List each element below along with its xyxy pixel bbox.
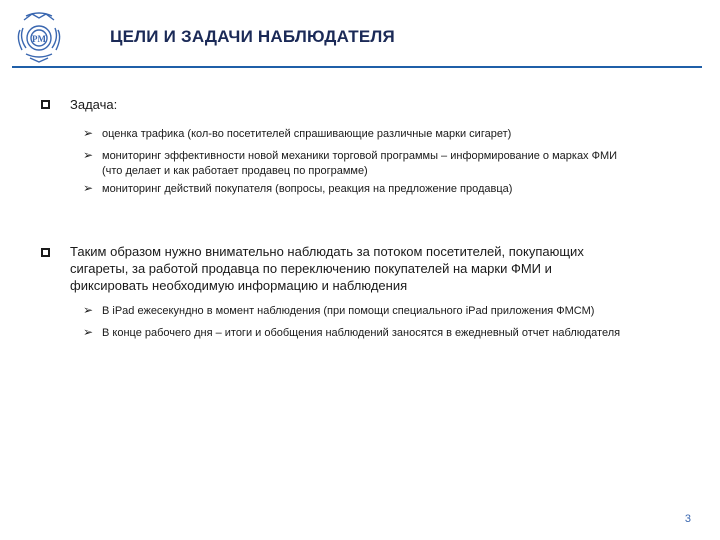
section2-paragraph-line: фиксировать необходимую информацию и наблюдения bbox=[70, 278, 408, 293]
arrow-bullet-icon: ➢ bbox=[83, 325, 94, 339]
svg-text:PM: PM bbox=[32, 34, 46, 44]
section2-paragraph-line: сигареты, за работой продавца по переключению покупателей на марки ФМИ и bbox=[70, 261, 552, 276]
section1-item-continuation: (что делает и как работает продавец по программе) bbox=[102, 165, 368, 177]
section1-heading: Задача: bbox=[70, 97, 118, 112]
arrow-bullet-icon: ➢ bbox=[83, 148, 94, 162]
company-logo bbox=[14, 8, 64, 64]
page-number: 3 bbox=[684, 513, 691, 525]
section2-item: В конце рабочего дня – итоги и обобщения наблюдений заносятся в ежедневный отчет наблюдателя bbox=[102, 327, 621, 339]
section2-item: В iPad ежесекундно в момент наблюдения (при помощи специального iPad приложения ФМСМ) bbox=[102, 305, 595, 317]
square-bullet-icon bbox=[41, 100, 50, 109]
section2-paragraph-line: Таким образом нужно внимательно наблюдать за потоком посетителей, покупающих bbox=[70, 244, 584, 259]
square-bullet-icon bbox=[41, 248, 50, 257]
slide-title: ЦЕЛИ И ЗАДАЧИ НАБЛЮДАТЕЛЯ bbox=[110, 27, 395, 46]
section1-item: оценка трафика (кол-во посетителей спрашивающие различные марки сигарет) bbox=[102, 128, 512, 140]
arrow-bullet-icon: ➢ bbox=[83, 303, 94, 317]
title-divider bbox=[12, 66, 702, 68]
section1-item: мониторинг действий покупателя (вопросы, реакция на предложение продавца) bbox=[102, 183, 513, 195]
section1-item: мониторинг эффективности новой механики торговой программы – информирование о марках ФМИ bbox=[102, 150, 618, 162]
crest-logo-icon bbox=[14, 8, 64, 64]
arrow-bullet-icon: ➢ bbox=[83, 181, 94, 195]
arrow-bullet-icon: ➢ bbox=[83, 126, 94, 140]
